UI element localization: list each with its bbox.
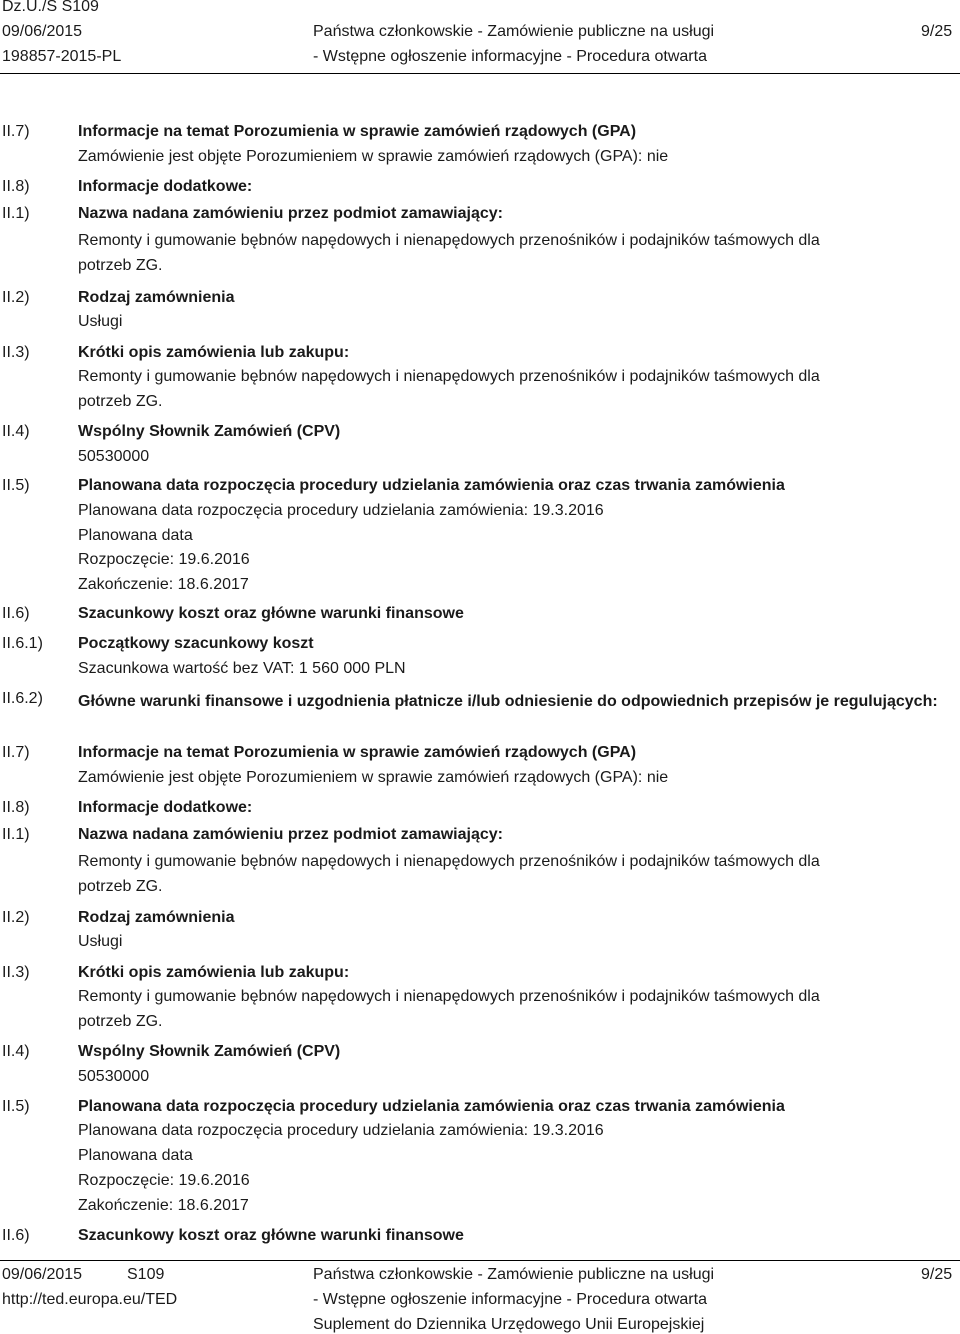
cost-heading: Szacunkowy koszt oraz główne warunki finansowe <box>78 1227 464 1244</box>
contract-type-heading: Rodzaj zamównienia <box>78 909 235 926</box>
section-number: II.3) <box>2 344 30 361</box>
contract-name-heading: Nazwa nadana zamówieniu przez podmiot zamawiający: <box>78 826 503 843</box>
planned-procedure-start: Planowana data rozpoczęcia procedury udzielania zamówienia: 19.3.2016 <box>78 502 604 519</box>
short-description-heading: Krótki opis zamówienia lub zakupu: <box>78 964 350 981</box>
section-number: II.5) <box>2 1098 30 1115</box>
cpv-heading: Wspólny Słownik Zamówień (CPV) <box>78 423 341 440</box>
section-number: II.5) <box>2 477 30 494</box>
header-title-line1: Państwa członkowskie - Zamówienie publiczne na usługi <box>313 23 715 40</box>
footer-title-line3: Suplement do Dziennika Urzędowego Unii Europejskiej <box>313 1316 705 1333</box>
contract-name-text: Remonty i gumowanie bębnów napędowych i nienapędowych przenośników i podajników taśmowych dla <box>78 232 820 249</box>
footer-divider <box>0 1260 960 1261</box>
footer-url-link[interactable]: http://ted.europa.eu/TED <box>2 1291 178 1308</box>
section-number: II.6.2) <box>2 690 43 707</box>
planned-end-date: Zakończenie: 18.6.2017 <box>78 1197 249 1214</box>
planned-dates-heading: Planowana data rozpoczęcia procedury udzielania zamówienia oraz czas trwania zamówienia <box>78 1098 785 1115</box>
short-description-text: Remonty i gumowanie bębnów napędowych i nienapędowych przenośników i podajników taśmowych dla <box>78 988 820 1005</box>
cost-heading: Szacunkowy koszt oraz główne warunki finansowe <box>78 605 464 622</box>
footer-date: 09/06/2015 <box>2 1266 83 1283</box>
doc-reference: Dz.U./S S109 <box>2 0 99 15</box>
contract-name-text: Remonty i gumowanie bębnów napędowych i nienapędowych przenośników i podajników taśmowych dla <box>78 853 820 870</box>
section-number: II.7) <box>2 744 30 761</box>
contract-name-text-cont: potrzeb ZG. <box>78 257 163 274</box>
short-description-text-cont: potrzeb ZG. <box>78 393 163 410</box>
section-number: II.2) <box>2 289 30 306</box>
cpv-code: 50530000 <box>78 1068 150 1085</box>
section-number: II.6) <box>2 1227 30 1244</box>
section-number: II.8) <box>2 799 30 816</box>
section-number: II.8) <box>2 178 30 195</box>
planned-dates-heading: Planowana data rozpoczęcia procedury udzielania zamówienia oraz czas trwania zamówienia <box>78 477 785 494</box>
initial-cost-value: Szacunkowa wartość bez VAT: 1 560 000 PLN <box>78 660 406 677</box>
contract-type-heading: Rodzaj zamównienia <box>78 289 235 306</box>
header-title-line2: - Wstępne ogłoszenie informacyjne - Procedura otwarta <box>313 48 707 65</box>
planned-date-label: Planowana data <box>78 527 193 544</box>
short-description-heading: Krótki opis zamówienia lub zakupu: <box>78 344 350 361</box>
section-number: II.7) <box>2 123 30 140</box>
gpa-text: Zamówienie jest objęte Porozumieniem w sprawie zamówień rządowych (GPA): nie <box>78 148 669 165</box>
planned-procedure-start: Planowana data rozpoczęcia procedury udzielania zamówienia: 19.3.2016 <box>78 1122 604 1139</box>
planned-date-label: Planowana data <box>78 1147 193 1164</box>
extra-info-heading: Informacje dodatkowe: <box>78 178 253 195</box>
contract-type-text: Usługi <box>78 313 123 330</box>
header-date: 09/06/2015 <box>2 23 83 40</box>
section-number: II.2) <box>2 909 30 926</box>
footer-page-number: 9/25 <box>921 1266 953 1283</box>
contract-name-heading: Nazwa nadana zamówieniu przez podmiot zamawiający: <box>78 205 503 222</box>
planned-begin-date: Rozpoczęcie: 19.6.2016 <box>78 1172 250 1189</box>
footer-title-line1: Państwa członkowskie - Zamówienie publiczne na usługi <box>313 1266 715 1283</box>
section-number: II.3) <box>2 964 30 981</box>
gpa-heading: Informacje na temat Porozumienia w sprawie zamówień rządowych (GPA) <box>78 744 637 761</box>
section-number: II.1) <box>2 826 30 843</box>
contract-type-text: Usługi <box>78 933 123 950</box>
initial-cost-heading: Początkowy szacunkowy koszt <box>78 635 314 652</box>
footer-series: S109 <box>127 1266 165 1283</box>
financial-terms-heading: Główne warunki finansowe i uzgodnienia płatnicze i/lub odniesienie do odpowiednich przepisów je regulujących: <box>78 693 938 710</box>
cpv-code: 50530000 <box>78 448 150 465</box>
header-doc-id: 198857-2015-PL <box>2 48 122 65</box>
planned-begin-date: Rozpoczęcie: 19.6.2016 <box>78 551 250 568</box>
contract-name-text-cont: potrzeb ZG. <box>78 878 163 895</box>
section-number: II.4) <box>2 1043 30 1060</box>
section-number: II.6.1) <box>2 635 43 652</box>
gpa-text: Zamówienie jest objęte Porozumieniem w sprawie zamówień rządowych (GPA): nie <box>78 769 669 786</box>
planned-end-date: Zakończenie: 18.6.2017 <box>78 576 249 593</box>
footer-title-line2: - Wstępne ogłoszenie informacyjne - Procedura otwarta <box>313 1291 707 1308</box>
extra-info-heading: Informacje dodatkowe: <box>78 799 253 816</box>
short-description-text-cont: potrzeb ZG. <box>78 1013 163 1030</box>
short-description-text: Remonty i gumowanie bębnów napędowych i nienapędowych przenośników i podajników taśmowych dla <box>78 368 820 385</box>
gpa-heading: Informacje na temat Porozumienia w sprawie zamówień rządowych (GPA) <box>78 123 637 140</box>
header-divider <box>0 73 960 74</box>
header-page-number: 9/25 <box>921 23 953 40</box>
section-number: II.4) <box>2 423 30 440</box>
section-number: II.1) <box>2 205 30 222</box>
cpv-heading: Wspólny Słownik Zamówień (CPV) <box>78 1043 341 1060</box>
section-number: II.6) <box>2 605 30 622</box>
